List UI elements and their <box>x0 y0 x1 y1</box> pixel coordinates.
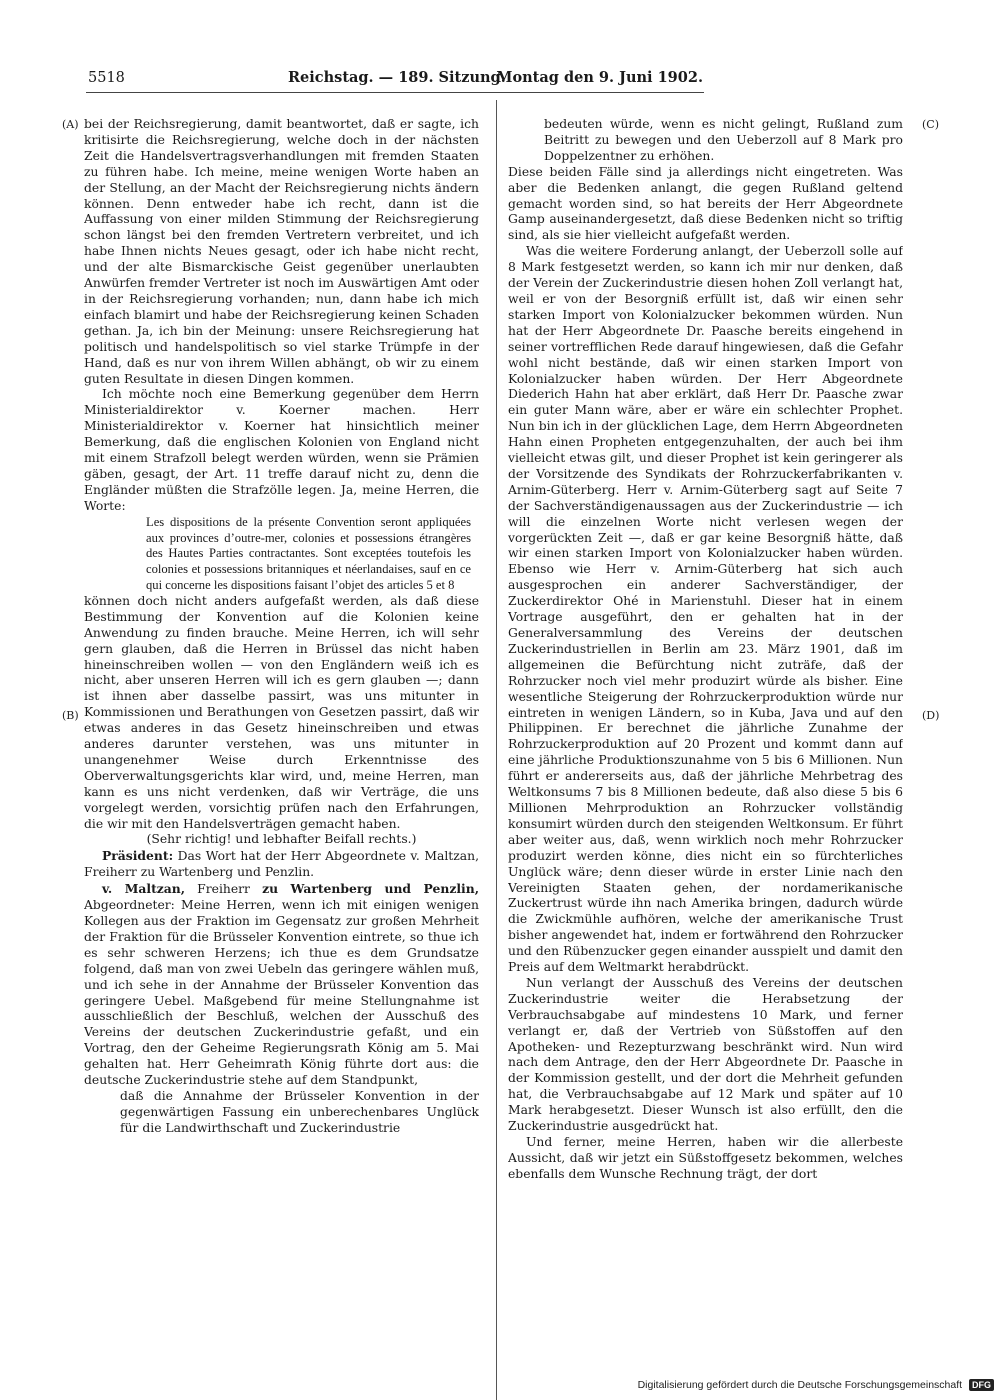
speaker-name-rest: Freiherr <box>185 882 263 897</box>
speaker-text: Abgeordneter: Meine Herren, wenn ich mit einigen wenigen Kollegen aus der Fraktion im Gegensatz zur großen Mehrheit der Fraktion für die Brüsseler Konvention eintrete, so thue ich es sehr schweren Herzens; ich thue es dem Grundsatze folgend, daß man von zwei Uebeln das geringere wählen muß, und ich sehe in der Annahme der Brüsseler Konvention das geringere Uebel. Maßgebend für meine Stellungnahme ist ausschließlich der Beschluß, welchen der Ausschuß des Vereins der deutschen Zuckerindustrie gefaßt, und ein Vortrag, den der Geheime Regierungsrath König am 5. Mai gehalten hat. Herr Geheimrath König führte dort aus: die deutsche Zuckerindustrie stehe auf dem Standpunkt, <box>84 898 479 1088</box>
right-column <box>508 117 903 1397</box>
header-rule <box>86 92 704 93</box>
president-paragraph <box>84 848 479 881</box>
right-paragraph-3: Nun verlangt der Ausschuß des Vereins der deutschen Zuckerindustrie weiter die Herabsetzung der Verbrauchsabgabe auf mindestens 10 Mark, und ferner verlangt er, daß der Vertrieb von Süßstoffen auf den Apotheken- und Rezepturzwang beschränkt wird. Nun wird nach dem Antrage, den der Herr Abgeordnete Dr. Paasche in der Kommission gestellt, und der dort die Mehrheit gefunden hat, die Verbrauchsabgabe auf 12 Mark und später auf 10 Mark herabgesetzt. Dieser Wunsch ist also erfüllt, den die Zuckerindustrie ausgedrückt hat. <box>508 975 903 1134</box>
speaker-label: v. Maltzan, <box>102 881 186 897</box>
right-paragraph-1: Diese beiden Fälle sind ja allerdings nicht eingetreten. Was aber die Bedenken anlangt, die gegen Rußland geltend gemacht worden sind, so hat bereits der Herr Abgeordnete Gamp auseinandergesetzt, daß diese Bedenken nicht so triftig sind, als sie hier vielleicht aufgefaßt werden. <box>508 164 903 243</box>
right-paragraph-2: Was die weitere Forderung anlangt, der Ueberzoll solle auf 8 Mark festgesetzt werden, so kann ich mir nur denken, daß der Verein der Zuckerindustrie diesen hohen Zoll verlangt hat, weil er von der Besorgniß erfüllt ist, daß wir einen sehr starken Import von Kolonialzucker bekommen würden. Nun hat der Herr Abgeordnete Dr. Paasche bereits eingehend in seiner vortrefflichen Rede darauf hingewiesen, daß die Gefahr wohl nicht bestände, daß wir einen starken Import von Kolonialzucker haben würden. Der Herr Abgeordnete Diederich Hahn hat aber erklärt, daß Herr Dr. Paasche zwar ein guter Mann wäre, aber er wäre ein schlechter Prophet. Nun bin ich in der glücklichen Lage, dem Herrn Abgeordneten Hahn einen Propheten entgegenzuhalten, der auch bei ihm vielleicht etwas gilt, und dieser Prophet ist kein geringerer als der Vorsitzende des Syndikats der Rohrzuckerfabrikanten v. Arnim-Güterberg. Herr v. Arnim-Güterberg sagt auf Seite 7 der Sachverständigenaussagen aus der Zuckerindustrie — ich will die einzelnen Worte nicht verlesen wegen der vorgerückten Zeit —, daß er gar keine Besorgniß hätte, daß wir einen starken Import von Kolonialzucker haben würden. Ebenso wie Herr v. Arnim-Güterberg hat sich auch ausgesprochen ein anderer Sachverständiger, der Zuckerdirektor Ohé in Marienstuhl. Dieser hat in einem Vortrage ausgeführt, den er gehalten hat in der Generalversammlung des Vereins der deutschen Zuckerindustriellen in Berlin am 23. März 1901, daß im allgemeinen die Befürchtung nicht zuträfe, daß der Rohrzucker noch viel mehr produzirt würde als bisher. Eine wesentliche Steigerung der Rohrzuckerproduktion würde nur eintreten in wenigen Ländern, so in Kuba, Java und auf den Philippinen. Er berechnet die jährliche Zunahme der Rohrzuckerproduktion auf 20 Prozent und kommt dann auf eine jährliche Produktionszunahme von 5 bis 6 Millionen. Nun führt er andererseits aus, daß der jährliche Mehrbetrag des Weltkonsums 7 bis 8 Millionen bedeute, daß also diese 5 bis 6 Millionen Mehrproduktion an Rohrzucker vollständig konsumirt würden durch den steigenden Weltkonsum. Er führt aber weiter aus, daß, wenn wirklich noch mehr Rohrzucker produzirt werden könne, dies nicht ein so fürchterliches Unglück wäre; denn dieser würde in erster Linie nach den Vereinigten Staaten gehen, der nordamerikanische Zuckertrust würde ihn nach Amerika bringen, dadurch würde die Zwickmühle aufhören, welche der amerikanische Trust bisher angewendet hat, indem er fortwährend den Rohrzucker und den Rübenzucker gegen einander ausspielt und damit den Preis auf dem Weltmarkt herabdrückt. <box>508 244 903 975</box>
left-paragraph-3: können doch nicht anders aufgefaßt werden, als daß diese Bestimmung der Konvention auf die Kolonien keine Anwendung zu finden brauche. Meine Herren, ich will sehr gern glauben, daß die Herren in Brüssel das nicht haben hineinschreiben wollen — von den Engländern weiß ich es nicht, aber unseren Herren will ich es gern glauben —; dann ist ihnen aber dasselbe passirt, was uns mitunter in Kommissionen und Berathungen von Gesetzen passirt, daß wir etwas anderes in das Gesetz hineinschreiben und etwas anderes darunter verstehen, was uns mitunter in unangenehmer Weise durch Erkenntnisse des Oberverwaltungsgerichts klar wird, und, meine Herren, man kann es uns nicht verdenken, daß wir Verträge, die uns vorgelegt werden, vorsichtig prüfen nach den Erfahrungen, die wir mit den Handelsverträgen gemacht haben. <box>84 593 479 831</box>
applause-note: (Sehr richtig! und lebhafter Beifall rechts.) <box>146 832 417 847</box>
margin-marker-a: (A) <box>62 118 79 131</box>
header-date: Montag den 9. Juni 1902. <box>496 69 703 86</box>
digitization-footer <box>638 1379 994 1391</box>
president-text: Das Wort hat der Herr Abgeordnete v. Maltzan, Freiherr zu Wartenberg und Penzlin. <box>84 849 479 880</box>
running-header <box>88 68 703 88</box>
column-divider <box>496 100 497 1400</box>
french-quotation: Les dispositions de la présente Convention seront appliquées aux provinces d’outre-mer, colonies et possessions étrangères des Hautes Parties contractantes. Sont exceptées toutefois les colonies et possessions britanniques et néerlandaises, sauf en ce qui concerne les dispositions faisant l’objet des articles 5 et 8 <box>146 514 471 593</box>
right-hanging-quote: bedeuten würde, wenn es nicht gelingt, Rußland zum Beitritt zu bewegen und den Ueberzoll auf 8 Mark pro Doppelzentner zu erhöhen. <box>544 117 903 163</box>
header-title: Reichstag. — 189. Sitzung. <box>288 69 506 86</box>
left-paragraph-1: bei der Reichsregierung, damit beantwortet, daß er sagte, ich kritisirte die Reichsregierung, welche doch in der nächsten Zeit die Handelsvertragsverhandlungen mit fremden Staaten zu führen habe. Ich meine, meine wenigen Worte haben an der Stellung, an der Macht der Reichsregierung nichts ändern können. Denn entweder habe ich recht, dann ist die Auffassung von einer milden Stimmung der Reichsregierung schon längst bei den fremden Vertretern verbreitet, und ich habe Ihnen nichts Neues gesagt, oder ich habe nicht recht, und der alte Bismarckische Geist gegenüber unerlaubten Anwürfen fremder Vertreter ist noch im Auswärtigen Amt oder in der Reichsregierung vorhanden; nun, dann habe ich mich einfach blamirt und habe der Reichsregierung keinen Schaden gethan. Ja, ich bin der Meinung: unsere Reichsregierung hat politisch und handelspolitisch so viel starke Trümpfe in der Hand, daß es nur von ihrem Willen abhängt, ob wir zu einem guten Resultate in diesen Dingen kommen. <box>84 117 479 386</box>
footer-text: Digitalisierung gefördert durch die Deutsche Forschungsgemeinschaft <box>637 1379 963 1391</box>
right-paragraph-4: Und ferner, meine Herren, haben wir die allerbeste Aussicht, daß wir jetzt ein Süßstoffgesetz bekommen, welches ebenfalls dem Wunsche Rechnung trägt, der dort <box>508 1135 903 1181</box>
page-number: 5518 <box>88 70 125 86</box>
margin-marker-c: (C) <box>922 118 939 131</box>
president-label: Präsident: <box>102 848 174 864</box>
speaker-paragraph <box>84 881 479 1089</box>
dfg-logo: DFG <box>969 1379 994 1391</box>
left-paragraph-2: Ich möchte noch eine Bemerkung gegenüber dem Herrn Ministerialdirektor v. Koerner machen. Herr Ministerialdirektor v. Koerner hat hinsichtlich meiner Bemerkung, daß die englischen Kolonien von England nicht mit einem Strafzoll belegt werden würden, wenn sie Prämien gäben, gesagt, der Art. 11 treffe darauf nicht zu, denn die Engländer müßten die Strafzölle legen. Ja, meine Herren, die Worte: <box>84 387 479 513</box>
left-column <box>84 117 479 1397</box>
left-hanging-quote: daß die Annahme der Brüsseler Konvention in der gegenwärtigen Fassung ein unberechenbares Unglück für die Landwirthschaft und Zuckerindustrie <box>120 1088 479 1135</box>
margin-marker-b: (B) <box>62 709 79 722</box>
speaker-name-bold: zu Wartenberg und Penzlin, <box>262 881 479 897</box>
margin-marker-d: (D) <box>922 709 940 722</box>
